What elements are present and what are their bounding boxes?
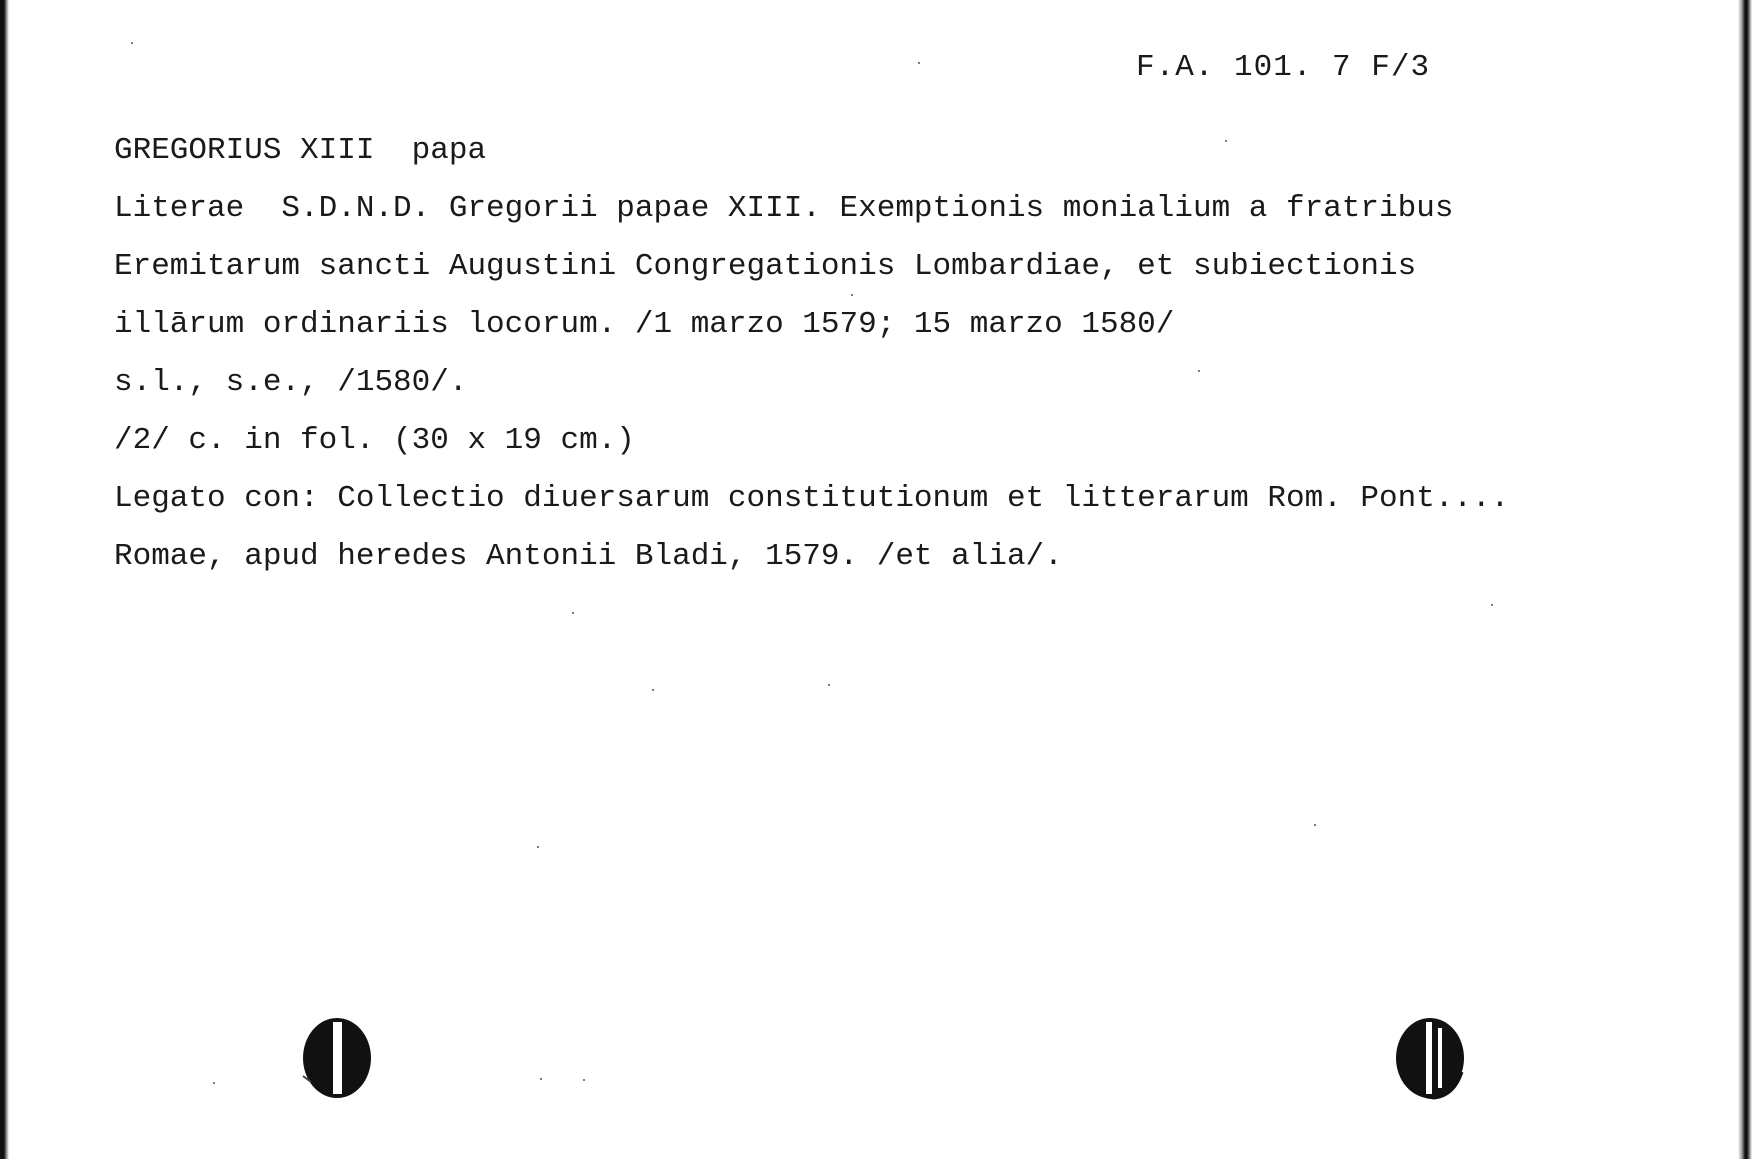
card-left-edge xyxy=(0,0,9,1159)
scan-speck xyxy=(652,689,654,691)
scan-speck xyxy=(583,1079,585,1081)
scan-speck xyxy=(1491,604,1493,606)
bound-with-line: Legato con: Collectio diuersarum constitutionum et litterarum Rom. Pont.... xyxy=(114,481,1510,516)
title-line-3: illārum ordinariis locorum. /1 marzo 1579; 15 marzo 1580/ xyxy=(114,307,1175,342)
scan-speck xyxy=(537,846,539,848)
punch-hole-left xyxy=(293,1012,375,1104)
scan-speck xyxy=(828,684,830,686)
bound-with-imprint-line: Romae, apud heredes Antonii Bladi, 1579. /et alia/. xyxy=(114,539,1063,574)
scan-speck xyxy=(851,294,853,296)
shelfmark: F.A. 101. 7 F/3 xyxy=(1136,50,1431,85)
scan-speck xyxy=(1314,824,1316,826)
scan-speck xyxy=(1225,140,1227,142)
collation-line: /2/ c. in fol. (30 x 19 cm.) xyxy=(114,423,635,458)
scan-speck xyxy=(213,1082,215,1084)
scan-speck xyxy=(1198,370,1200,372)
author-heading: GREGORIUS XIII papa xyxy=(114,133,487,168)
card-right-edge xyxy=(1738,0,1752,1159)
imprint-line: s.l., s.e., /1580/. xyxy=(114,365,468,400)
title-line-2: Eremitarum sancti Augustini Congregationis Lombardiae, et subiectionis xyxy=(114,249,1417,284)
title-line-1: Literae S.D.N.D. Gregorii papae XIII. Exemptionis monialium a fratribus xyxy=(114,191,1454,226)
punch-hole-right xyxy=(1388,1012,1470,1104)
catalog-entry xyxy=(114,122,1509,586)
scan-speck xyxy=(540,1078,542,1080)
scan-speck xyxy=(131,42,133,44)
scan-speck xyxy=(572,612,574,614)
scan-speck xyxy=(918,62,920,64)
